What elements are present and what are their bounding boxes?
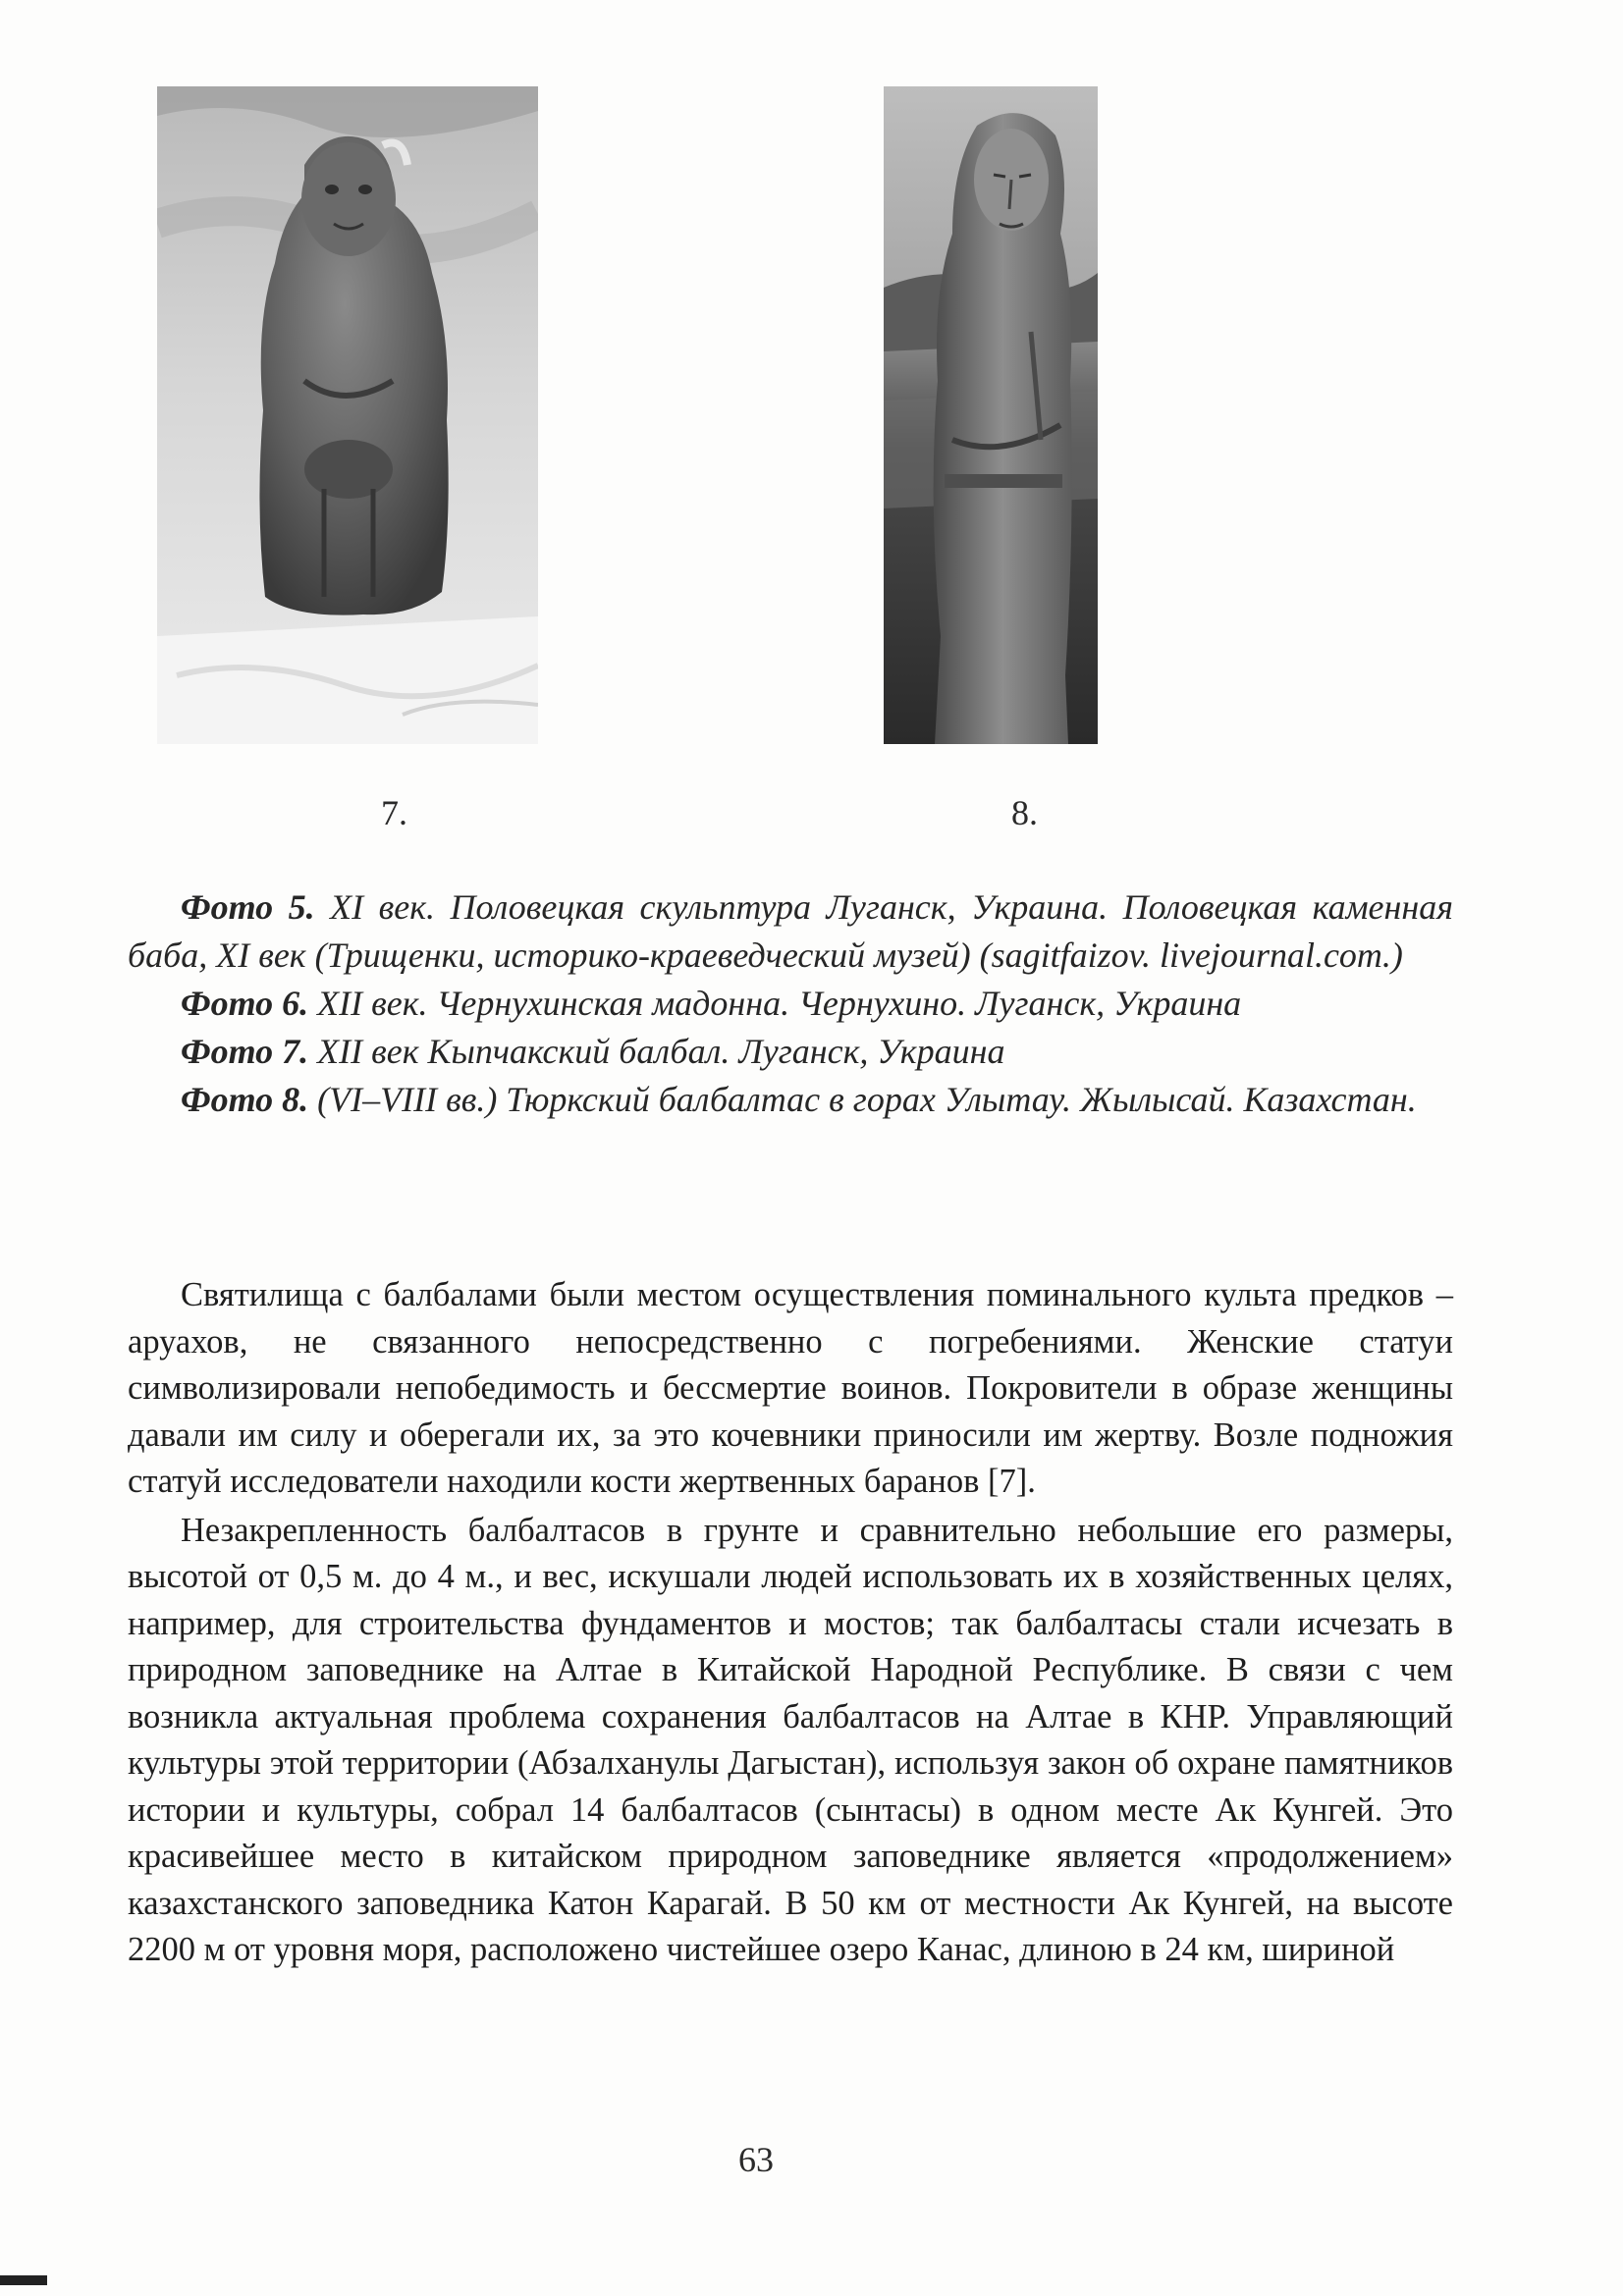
- page-number: 63: [738, 2140, 774, 2179]
- paragraph: Незакрепленность балбалтасов в грунте и сравнительно небольшие его размеры, высотой от 0,5 м. до 4 м., и вес, искушали людей использовать их в хозяйственных целях, например, для строительства фундаментов и мостов; так балбалтасы стали исчезать в природном заповеднике на Алтае в Китайской Народной Республике. В связи с чем возникла актуальная проблема сохранения балбалтасов на Алтае в КНР. Управляющий культуры этой территории (Абзалханулы Дагыстан), используя закон об охране памятников истории и культуры, собрал 14 балбалтасов (сынтасы) в одном месте Ак Кунгей. Это красивейшее место в китайском природном заповеднике является «продолжением» казахстанского заповедника Катон Карагай. В 50 км от местности Ак Кунгей, на высоте 2200 м от уровня моря, расположено чистейшее озеро Канас, длиною в 24 км, шириной: [128, 1511, 1453, 1968]
- body-text: [128, 1272, 1453, 1976]
- photo-turkic-balbaltas: [884, 86, 1098, 744]
- caption-photo-8: [128, 1076, 1453, 1124]
- figure-number-7: 7.: [381, 793, 407, 832]
- photo-captions: [128, 883, 1453, 1124]
- caption-text: XII век Кыпчакский балбал. Луганск, Украина: [317, 1032, 1005, 1071]
- caption-text: XII век. Чернухинская мадонна. Чернухино. Луганск, Украина: [317, 984, 1242, 1023]
- caption-label: Фото 5.: [181, 887, 315, 927]
- caption-photo-5: [128, 883, 1453, 980]
- paragraph: Святилища с балбалами были местом осуществления поминального культа предков – аруахов, не связанного непосредственно с погребениями. Женские статуи символизировали непобедимость и бессмертие воинов. Покровители в образе женщины давали им силу и оберегали их, за это кочевники приносили им жертву. Возле подножия статуй исследователи находили кости жертвенных баранов [7].: [128, 1276, 1453, 1500]
- caption-photo-6: [128, 980, 1453, 1028]
- caption-label: Фото 8.: [181, 1080, 309, 1119]
- scan-edge-mark: [0, 2275, 47, 2285]
- figure-number-8: 8.: [1011, 793, 1038, 832]
- caption-photo-7: [128, 1028, 1453, 1076]
- caption-text: XI век. Половецкая скульптура Луганск, Украина. Половецкая каменная баба, XI век (Трищенки, историко-краеведческий музей) (sagitfaizov. livejournal.com.): [128, 887, 1453, 975]
- photo-kipchak-balbal: [157, 86, 538, 744]
- caption-text: (VI–VIII вв.) Тюркский балбалтас в горах Улытау. Жылысай. Казахстан.: [317, 1080, 1417, 1119]
- caption-label: Фото 6.: [181, 984, 309, 1023]
- caption-label: Фото 7.: [181, 1032, 309, 1071]
